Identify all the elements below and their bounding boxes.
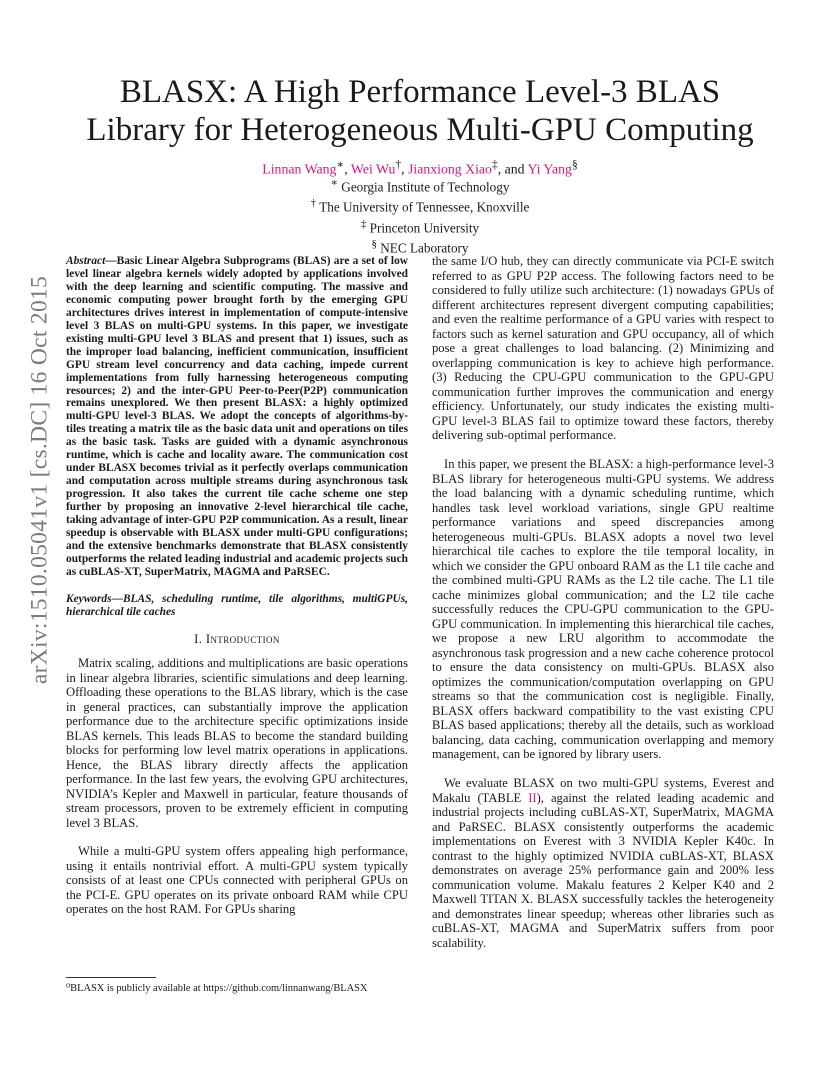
author-and: , and	[497, 161, 528, 177]
intro-paragraph-1: Matrix scaling, additions and multiplications are basic operations in linear algebra libraries, scientific simulations and deep learning. Offloading these operations to the BLAS library, which is the case in general practices, can substantially improve the application performance due to the architecture specific optimizations inside BLAS kernels. This leads BLAS to become the standard building blocks for performing low level matrix operations in applications. Hence, the BLAS library directly affects the application performance. In the last few years, the evolving GPU architectures, NVIDIA’s Kepler and Maxwell in particular, feature thousands of stream processors, proven to be extremely efficient in computing level 3 BLAS.	[66, 656, 408, 830]
author-1-mark: ∗	[336, 159, 345, 171]
title-line-2: Library for Heterogeneous Multi-GPU Computing	[86, 112, 754, 148]
arxiv-sidebar	[20, 0, 60, 1072]
author-3[interactable]: Jianxiong Xiao	[408, 161, 492, 177]
footnote: ⁰BLASX is publicly available at https://github.com/linnanwang/BLASX	[66, 983, 368, 994]
abstract-text: —Basic Linear Algebra Subprograms (BLAS) are a set of low level linear algebra kernels widely adopted by applications involved with the deep learning and scientific computing. The massive and economic computing power brought forth by the emerging GPU architectures drives interest in implementation of compute-intensive level 3 BLAS on multi-GPU systems. In this paper, we investigate existing multi-GPU level 3 BLAS and present that 1) issues, such as the improper load balancing, inefficient communication, insufficient GPU stream level concurrency and data caching, impede current implementations from fully harnessing heterogeneous computing resources; 2) and the inter-GPU Peer-to-Peer(P2P) communication remains unexplored. We then present BLASX: a highly optimized multi-GPU level-3 BLAS. We adopt the concepts of algorithms-by-tiles treating a matrix tile as the basic data unit and operations on tiles as the basic task. Tasks are guided with a dynamic asynchronous runtime, which is cache and locality aware. The communication cost under BLASX becomes trivial as it perfectly overlaps communication and computation across multiple streams during asynchronous task progression. It also takes the current tile cache scheme one step further by proposing an innovative 2-level hierarchical tile cache, taking advantage of inter-GPU P2P communication. As a result, linear speedup is observable with BLASX under multi-GPU configurations; and the extensive benchmarks demonstrate that BLASX consistently outperforms the related leading industrial and academic projects such as cuBLAS-XT, SuperMatrix, MAGMA and PaRSEC.	[66, 255, 408, 578]
intro-paragraph-2: While a multi-GPU system offers appealing high performance, using it entails nontrivial effort. A multi-GPU system typically consists of at least one CPUs connected with peripheral GPUs on the PCI-E. GPU operates on its private onboard RAM while CPU operates on the host RAM. For GPUs sharing	[66, 844, 408, 917]
affiliation-1	[60, 175, 780, 195]
author-2-mark: †	[395, 159, 402, 171]
left-column	[66, 255, 408, 931]
affiliations	[60, 175, 780, 257]
affiliation-1-name: Georgia Institute of Technology	[341, 179, 510, 195]
author-2[interactable]: Wei Wu	[350, 161, 396, 177]
abstract	[66, 255, 408, 579]
footnote-rule	[66, 977, 156, 978]
abstract-lead: Abstract	[66, 255, 106, 267]
arxiv-identifier: arXiv:1510.05041v1 [cs.DC] 16 Oct 2015	[26, 275, 53, 685]
table-reference-link[interactable]: II	[528, 790, 537, 805]
author-4-mark: §	[571, 159, 578, 171]
title-line-1: BLASX: A High Performance Level-3 BLAS	[119, 74, 721, 110]
author-3-mark: ‡	[491, 159, 498, 171]
affiliation-2	[60, 195, 780, 215]
paper-title	[60, 73, 780, 149]
keywords: Keywords—BLAS, scheduling runtime, tile algorithms, multiGPUs, hierarchical tile caches	[66, 592, 408, 618]
section-heading-introduction: I. Introduction	[194, 631, 280, 646]
affiliation-2-mark: †	[310, 197, 317, 210]
affiliation-4-name: NEC Laboratory	[380, 240, 469, 256]
affiliation-1-mark: ∗	[330, 177, 338, 189]
right-paragraph-3-start: We evaluate BLASX on two multi-GPU systems, Everest and Makalu (TABLE	[432, 776, 774, 805]
author-4[interactable]: Yi Yang	[527, 161, 572, 177]
right-paragraph-3	[432, 776, 774, 950]
affiliation-3-mark: ‡	[360, 217, 367, 230]
right-paragraph-1: the same I/O hub, they can directly communicate via PCI-E switch referred to as GPU P2P access. The following factors need to be considered to fully utilize such architecture: (1) nowadays GPUs of different architectures represent divergent computing capabilities; and even the realtime performance of a GPU varies with respect to factors such as kernel saturation and GPU occupancy, all of which pose a great challenges to load balancing. (2) Minimizing and overlapping communication is key to achieve high performance. (3) Reducing the CPU-GPU communication to the GPU-GPU communication further improves the communication and energy efficiency. Unfortunately, our study indicates the existing multi-GPU level-3 BLAS fail to optimize toward these factors, thereby delivering sub-optimal performance.	[432, 254, 774, 442]
affiliation-3	[60, 216, 780, 236]
affiliation-4-mark: §	[371, 238, 377, 251]
right-column	[432, 254, 774, 965]
right-paragraph-2: In this paper, we present the BLASX: a high-performance level-3 BLAS library for heterogeneous multi-GPU systems. We address the load balancing with a dynamic scheduling runtime, which handles task level workload variations, single GPU realtime performance variations and speed discrepancies among heterogeneous multi-GPUs. BLASX adopts a novel two level hierarchical tile caches to explore the tile temporal locality, in which we consider the GPU onboard RAM as the L1 tile cache and the combined multi-GPU RAMs as the L2 tile cache. The L1 tile cache minimizes global communication; and the L2 tile cache successfully reduces the CPU-GPU communication to the GPU-GPU communication. In implementing this hierarchical tile caches, we propose a new LRU algorithm to accommodate the asynchronous task progression and a new cache coherence protocol to ensure the data consistency on multi-GPUs. BLASX also optimizes the communication/computation overlapping on GPU streams so that the communication cost is negligible. Finally, BLASX offers backward compatibility to the vast existing CPU BLAS based applications; thereby all the details, such as workload balancing, data caching, communication overlapping and memory management, can be ignored by library users.	[432, 457, 774, 761]
right-paragraph-3-end: ), against the related leading academic and industrial projects including cuBLAS-XT, SuperMatrix, MAGMA and PaRSEC. BLASX consistently outperforms the academic implementations on Everest with 3 NVIDIA Kepler K40c. In contrast to the highly optimized NVIDIA cuBLAS-XT, BLASX demonstrates on average 25% performance gain and 200% less communication volume. Makalu features 2 Kelper K40 and 2 Maxwell TITAN X. BLASX successfully tackles the heterogeneity and demonstrates linear speedup; whereas other libraries such as cuBLAS-XT, MAGMA and SuperMatrix suffers from poor scalability.	[432, 790, 774, 950]
author-1[interactable]: Linnan Wang	[262, 161, 337, 177]
author-list: Linnan Wang∗, Wei Wu†, Jianxiong Xiao‡, and Yi Yang§	[262, 159, 578, 177]
affiliation-3-name: Princeton University	[369, 220, 480, 236]
affiliation-2-name: The University of Tennessee, Knoxville	[319, 199, 530, 215]
